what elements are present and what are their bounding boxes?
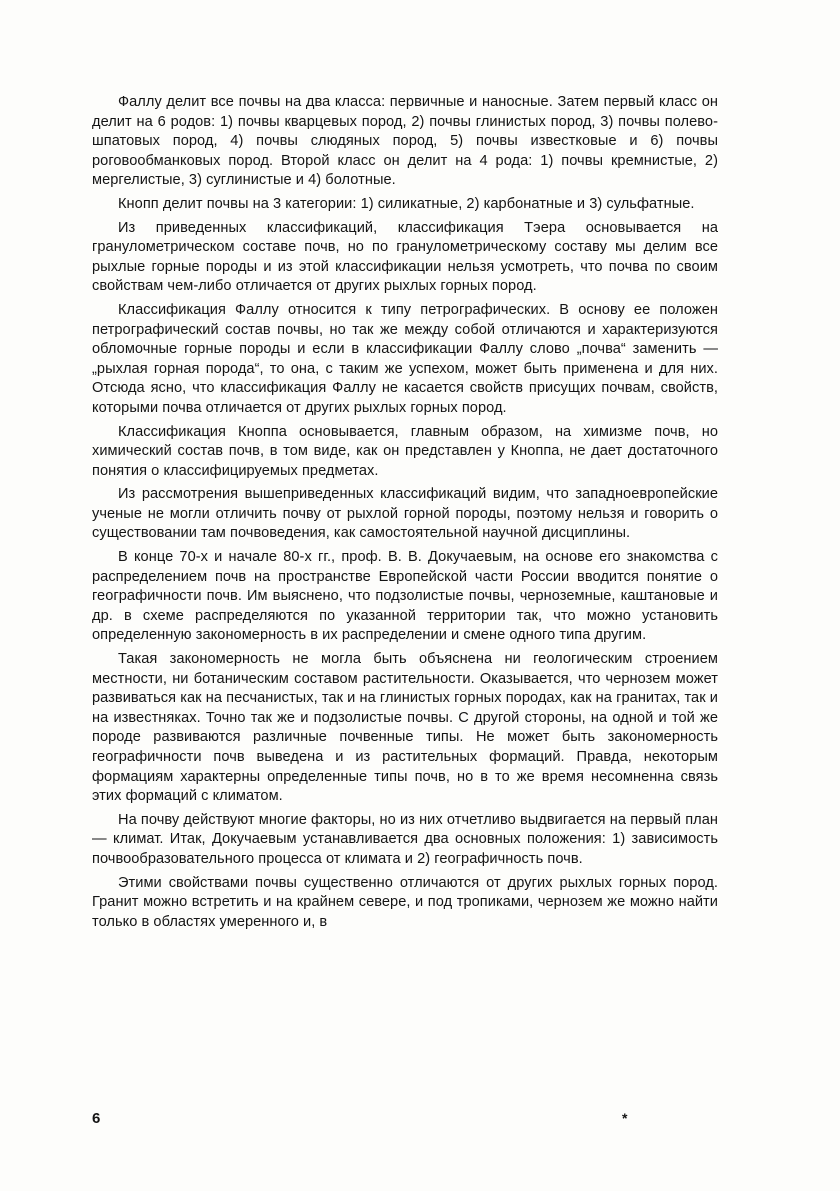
paragraph-fallu-classification: Классификация Фаллу относится к типу петрографических. В основу ее положен петрографический состав почвы, но так же между собой отличаются и характеризуются обломочные горные породы и если в классификации Фаллу слово „почва“ заменить — „рыхлая горная порода“, то она, с таким же успехом, может быть применена и для них. Отсюда ясно, что классификация Фаллу не касается свойств присущих почвам, свойств, которыми почва отличается от других рыхлых горных пород. xyxy=(92,301,718,416)
paragraph-properties: Этими свойствами почвы существенно отличаются от других рыхлых горных пород. Гранит можно встретить и на крайнем севере, и под тропиками, чернозем же можно найти только в областях умеренного и, в xyxy=(92,874,718,930)
paragraph-knopp-classification: Классификация Кноппа основывается, главным образом, на химизме почв, но химический состав почв, в том виде, как он представлен у Кноппа, не дает достаточного понятия о классифицируемых предметах. xyxy=(92,423,718,479)
paragraph-dokuchaev-geography: В конце 70-х и начале 80-х гг., проф. В. В. Докучаевым, на основе его знакомства с распределением почв на пространстве Европейской части России вводится понятие о географичности почв. Им выяснено, что подзолистые почвы, черноземные, каштановые и др. в схеме распределяются по указанной территории так, что можно установить определенную закономерность в их распределении и смене одного типа другим. xyxy=(92,549,718,644)
paragraph-regularity: Такая закономерность не могла быть объяснена ни геологическим строением местности, ни ботаническим составом растительности. Оказывается, что чернозем может развиваться как на песчанистых, так и на глинистых горных породах, как на гранитах, так и на известняках. Точно так же и подзолистые почвы. С другой стороны, на одной и той же породе развиваются различные почвенные типы. Не может быть закономерность географичности почв выведена и из растительных формаций. Правда, некоторым формациям характерны определенные типы почв, но в то же время несомненна связь этих формаций с климатом. xyxy=(92,651,718,805)
paragraph-climate-factor: На почву действуют многие факторы, но из них отчетливо выдвигается на первый план — климат. Итак, Докучаевым устанавливается два основных положения: 1) зависимость почвообразовательного процесса от климата и 2) географичность почв. xyxy=(92,811,718,867)
paragraph-knopp-categories: Кнопп делит почвы на 3 категории: 1) силикатные, 2) карбонатные и 3) сульфатные. xyxy=(118,195,695,212)
paragraph-teer-classification: Из приведенных классификаций, классификация Тэера основывается на гранулометрическом составе почв, но по гранулометрическому составу мы делим все рыхлые горные породы и из этой классификации нельзя усмотреть, что почва по своим свойствам чем-либо отличается от других рыхлых горных пород. xyxy=(92,219,718,295)
paragraph-fallu-classes: Фаллу делит все почвы на два класса: первичные и наносные. Затем первый класс он делит на 6 родов: 1) почвы кварцевых пород, 2) почвы глинистых пород, 3) почвы полево-шпатовых пород, 4) почвы слюдяных пород, 5) почвы известковые и 6) почвы роговообманковых пород. Второй класс он делит на 4 рода: 1) почвы кремнистые, 2) мергелистые, 3) суглинистые и 4) болотные. xyxy=(92,94,718,189)
paragraph-western-scientists: Из рассмотрения вышеприведенных классификаций видим, что западноевропейские ученые не могли отличить почву от рыхлой горной породы, поэтому нельзя и говорить о существовании там почвоведения, как самостоятельной научной дисциплины. xyxy=(92,486,718,542)
body-text xyxy=(92,93,718,936)
page-number: 6 xyxy=(92,1110,101,1127)
footer-mark: * xyxy=(622,1110,628,1126)
